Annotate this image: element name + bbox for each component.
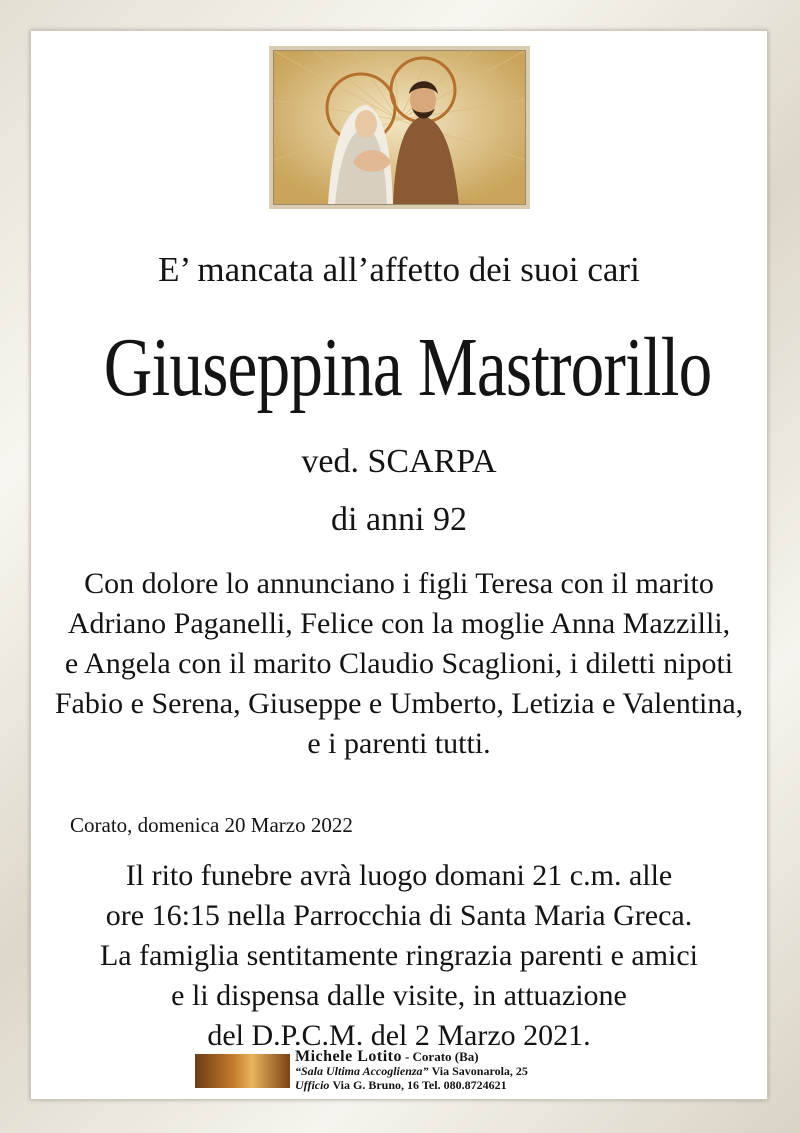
deceased-name: Giuseppina Mastrorillo [103, 321, 712, 414]
announcement-line: Con dolore lo annunciano i figli Teresa con il marito [84, 567, 714, 600]
agency-details [295, 1050, 528, 1092]
hall-address: Via Savonarola, 25 [431, 1064, 528, 1078]
age-text: di anni 92 [331, 501, 467, 538]
widow-of-text: ved. SCARPA [301, 443, 497, 480]
announcement-line: e Angela con il marito Claudio Scaglioni, i diletti nipoti [64, 647, 734, 680]
announcement-line: Fabio e Serena, Giuseppe e Umberto, Letizia e Valentina, [54, 687, 744, 720]
announcement-line: Adriano Paganelli, Felice con la moglie Anna Mazzilli, [67, 607, 731, 640]
funeral-agency-footer [195, 1050, 625, 1094]
announcement-paragraph [30, 564, 768, 764]
office-address: Via G. Bruno, 16 [332, 1078, 420, 1092]
funeral-line: ore 16:15 nella Parrocchia di Santa Maria Greca. [105, 899, 693, 932]
funeral-line: e li dispensa dalle visite, in attuazione [171, 979, 627, 1012]
funeral-line: del D.P.C.M. del 2 Marzo 2021. [207, 1019, 591, 1052]
intro-text: E’ mancata all’affetto dei suoi cari [158, 250, 640, 289]
office-label: Ufficio [295, 1078, 330, 1092]
funeral-line: La famiglia sentitamente ringrazia parenti e amici [99, 939, 699, 972]
holy-family-icon [269, 46, 530, 209]
phone-number: Tel. 080.8724621 [422, 1078, 507, 1092]
agency-city: - Corato (Ba) [404, 1049, 479, 1064]
agency-logo-image [195, 1054, 290, 1088]
agency-name: Michele Lotito [295, 1048, 402, 1065]
obituary-notice [30, 30, 768, 1100]
funeral-line: Il rito funebre avrà luogo domani 21 c.m. alle [125, 859, 673, 892]
announcement-line: e i parenti tutti. [307, 727, 491, 760]
place-date: Corato, domenica 20 Marzo 2022 [70, 813, 353, 837]
hall-name: “Sala Ultima Accoglienza” [295, 1064, 429, 1078]
funeral-paragraph [30, 856, 768, 1056]
